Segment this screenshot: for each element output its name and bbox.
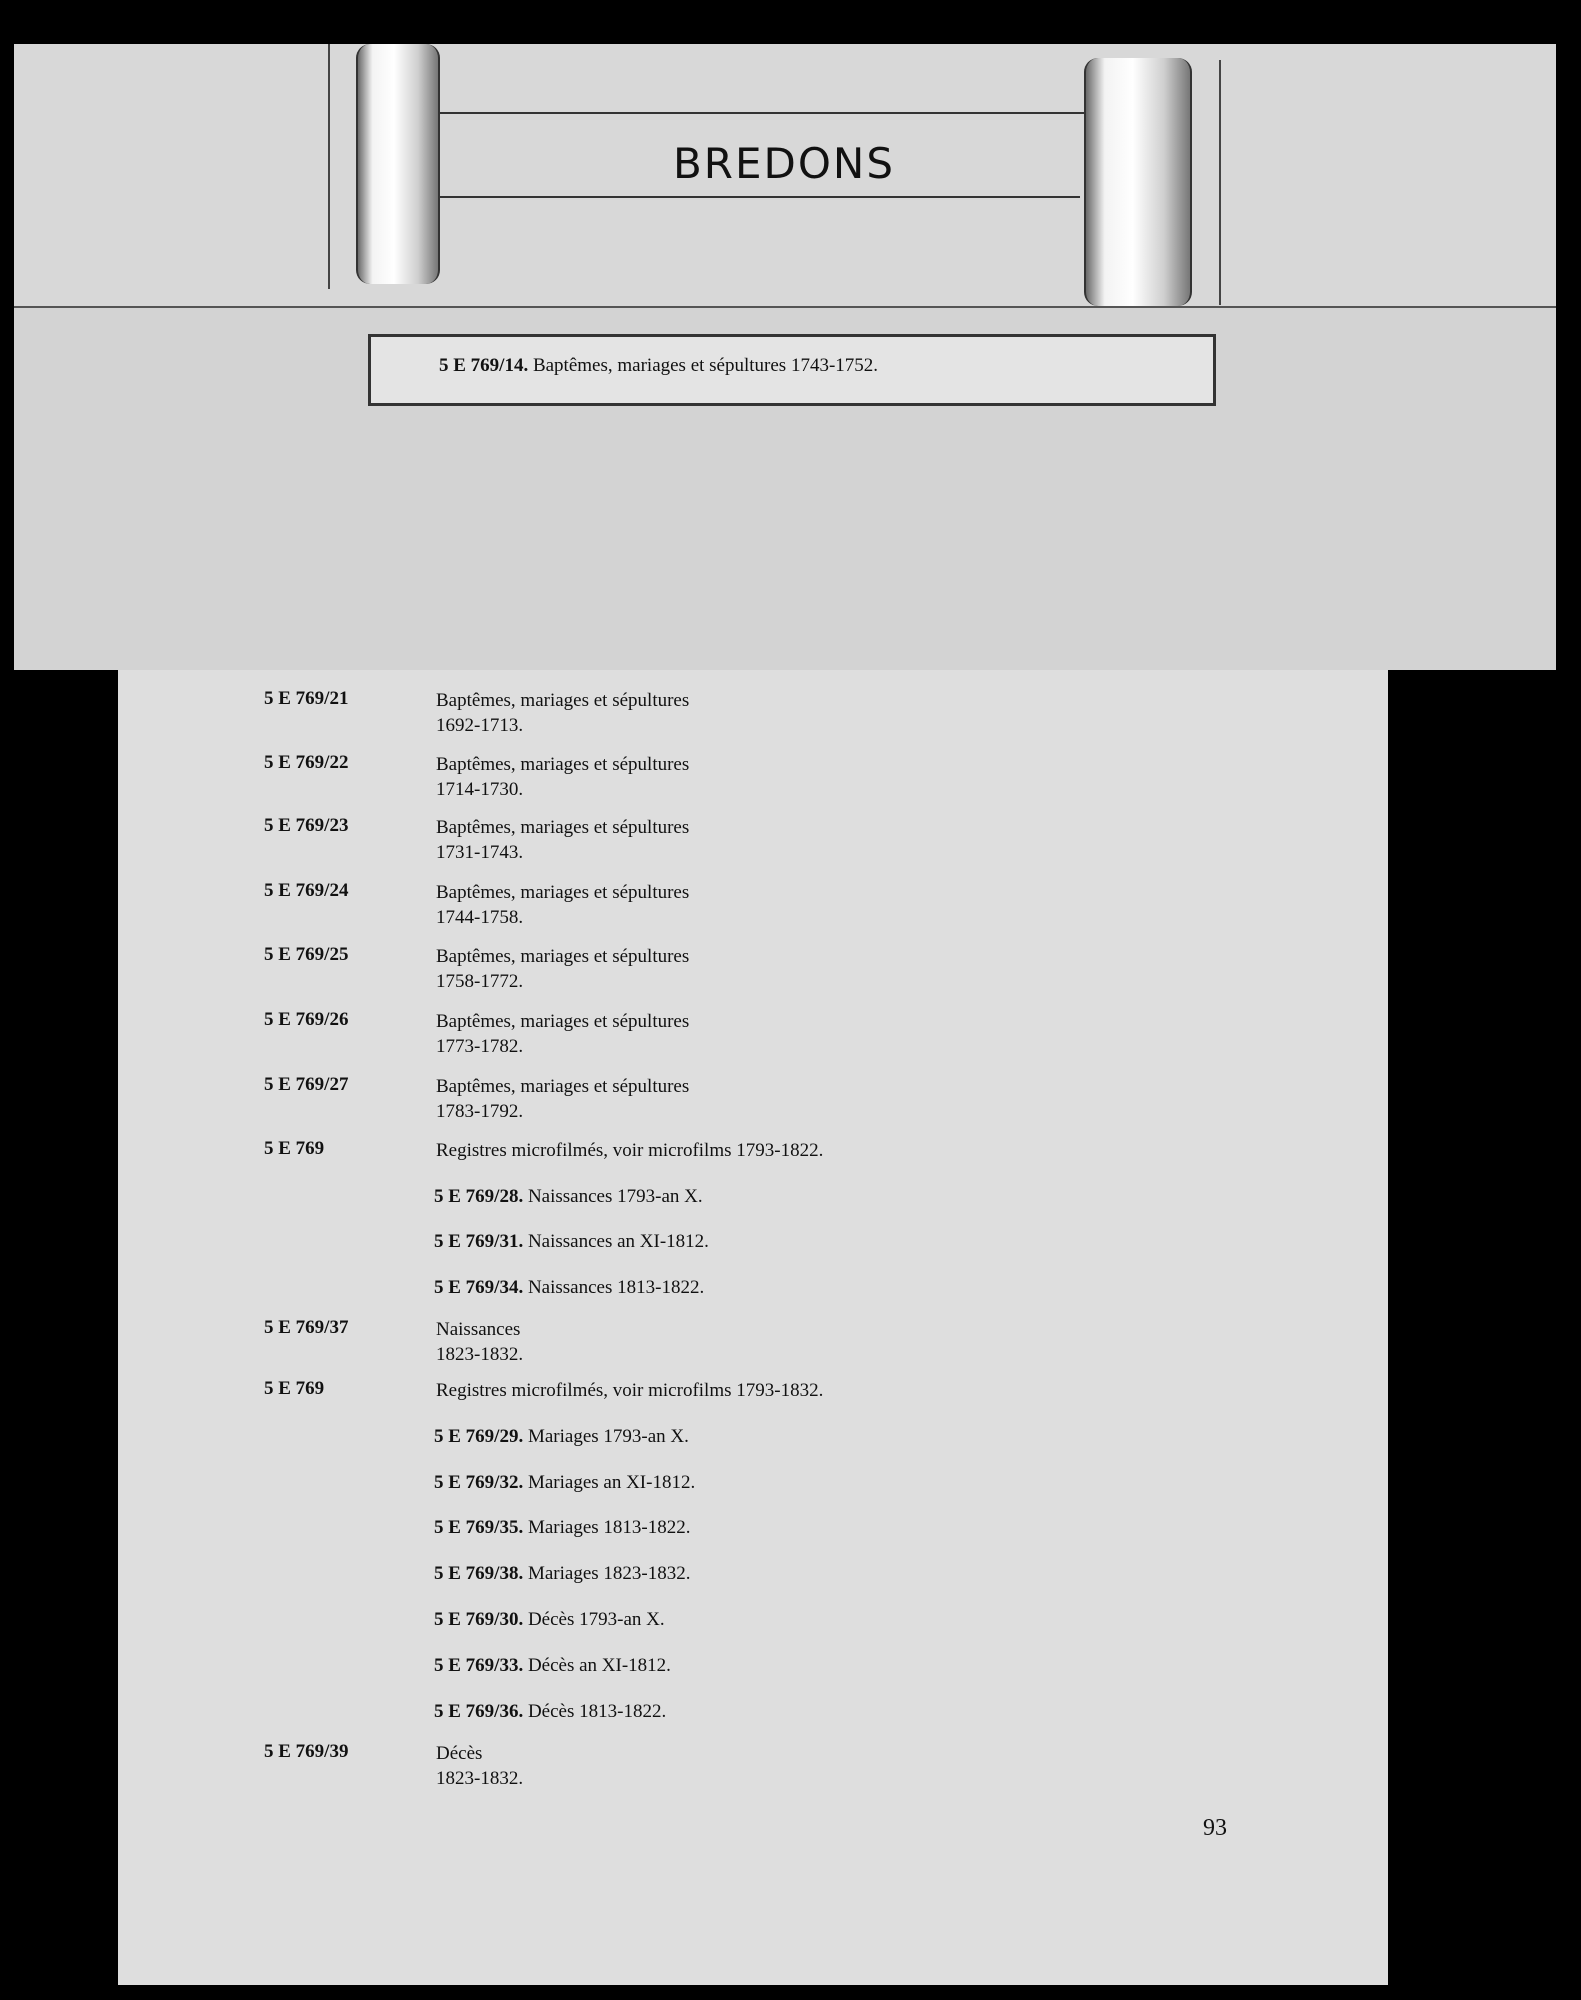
register-page (118, 660, 1388, 1985)
entry-cote: 5 E 769 (264, 1138, 325, 1159)
entry-cote: 5 E 769/21 (264, 688, 349, 709)
microfilm-item: 5 E 769/38. Mariages 1823-1832. (434, 1563, 691, 1584)
entry-description: Décès 1823-1832. (436, 1743, 524, 1789)
header-band (14, 44, 1556, 308)
entry-description: Baptêmes, mariages et sépultures 1692-1713. (436, 690, 690, 736)
microfilm-item: 5 E 769/31. Naissances an XI-1812. (434, 1231, 709, 1252)
entry-cote: 5 E 769/25 (264, 944, 349, 965)
divider (1219, 60, 1221, 305)
entry-cote: 5 E 769/27 (264, 1074, 349, 1095)
entry-description: Baptêmes, mariages et sépultures 1758-1772. (436, 946, 690, 992)
overlay-flap (14, 44, 1556, 670)
adhesive-tape (1084, 58, 1192, 306)
microfilm-item: 5 E 769/33. Décès an XI-1812. (434, 1655, 671, 1676)
entry-description: Baptêmes, mariages et sépultures 1744-1758. (436, 882, 690, 928)
entry-cote: 5 E 769/37 (264, 1317, 349, 1338)
divider (430, 112, 1130, 114)
entry-description: Naissances 1823-1832. (436, 1319, 524, 1365)
entry-description: Baptêmes, mariages et sépultures 1783-1792. (436, 1076, 690, 1122)
microfilm-item: 5 E 769/34. Naissances 1813-1822. (434, 1277, 705, 1298)
entry-cote: 5 E 769/39 (264, 1741, 349, 1762)
entry-description: Baptêmes, mariages et sépultures 1731-1743. (436, 817, 690, 863)
divider (430, 196, 1080, 198)
entry-description: Baptêmes, mariages et sépultures 1714-1730. (436, 754, 690, 800)
entry-cote: 5 E 769/26 (264, 1009, 349, 1030)
entry-description: Registres microfilmés, voir microfilms 1793-1822. (436, 1140, 824, 1161)
page-number: 93 (1203, 1815, 1227, 1841)
entry-cote: 5 E 769 (264, 1378, 325, 1399)
microfilm-item: 5 E 769/30. Décès 1793-an X. (434, 1609, 665, 1630)
stamp-text: 5 E 769/14. Baptêmes, mariages et sépultures 1743-1752. (439, 355, 879, 376)
microfilm-item: 5 E 769/29. Mariages 1793-an X. (434, 1426, 689, 1447)
entry-description: Baptêmes, mariages et sépultures 1773-1782. (436, 1011, 690, 1057)
entry-description: Registres microfilmés, voir microfilms 1793-1832. (436, 1380, 824, 1401)
adhesive-tape (356, 44, 440, 284)
commune-title: BREDONS (672, 139, 895, 188)
microfilm-item: 5 E 769/32. Mariages an XI-1812. (434, 1472, 696, 1493)
divider (328, 44, 330, 289)
entry-cote: 5 E 769/24 (264, 880, 349, 901)
microfilm-item: 5 E 769/28. Naissances 1793-an X. (434, 1186, 703, 1207)
entry-cote: 5 E 769/22 (264, 752, 349, 773)
microfilm-item: 5 E 769/35. Mariages 1813-1822. (434, 1517, 691, 1538)
microfilm-item: 5 E 769/36. Décès 1813-1822. (434, 1701, 667, 1722)
stamp-label-box (368, 334, 1216, 406)
entry-cote: 5 E 769/23 (264, 815, 349, 836)
